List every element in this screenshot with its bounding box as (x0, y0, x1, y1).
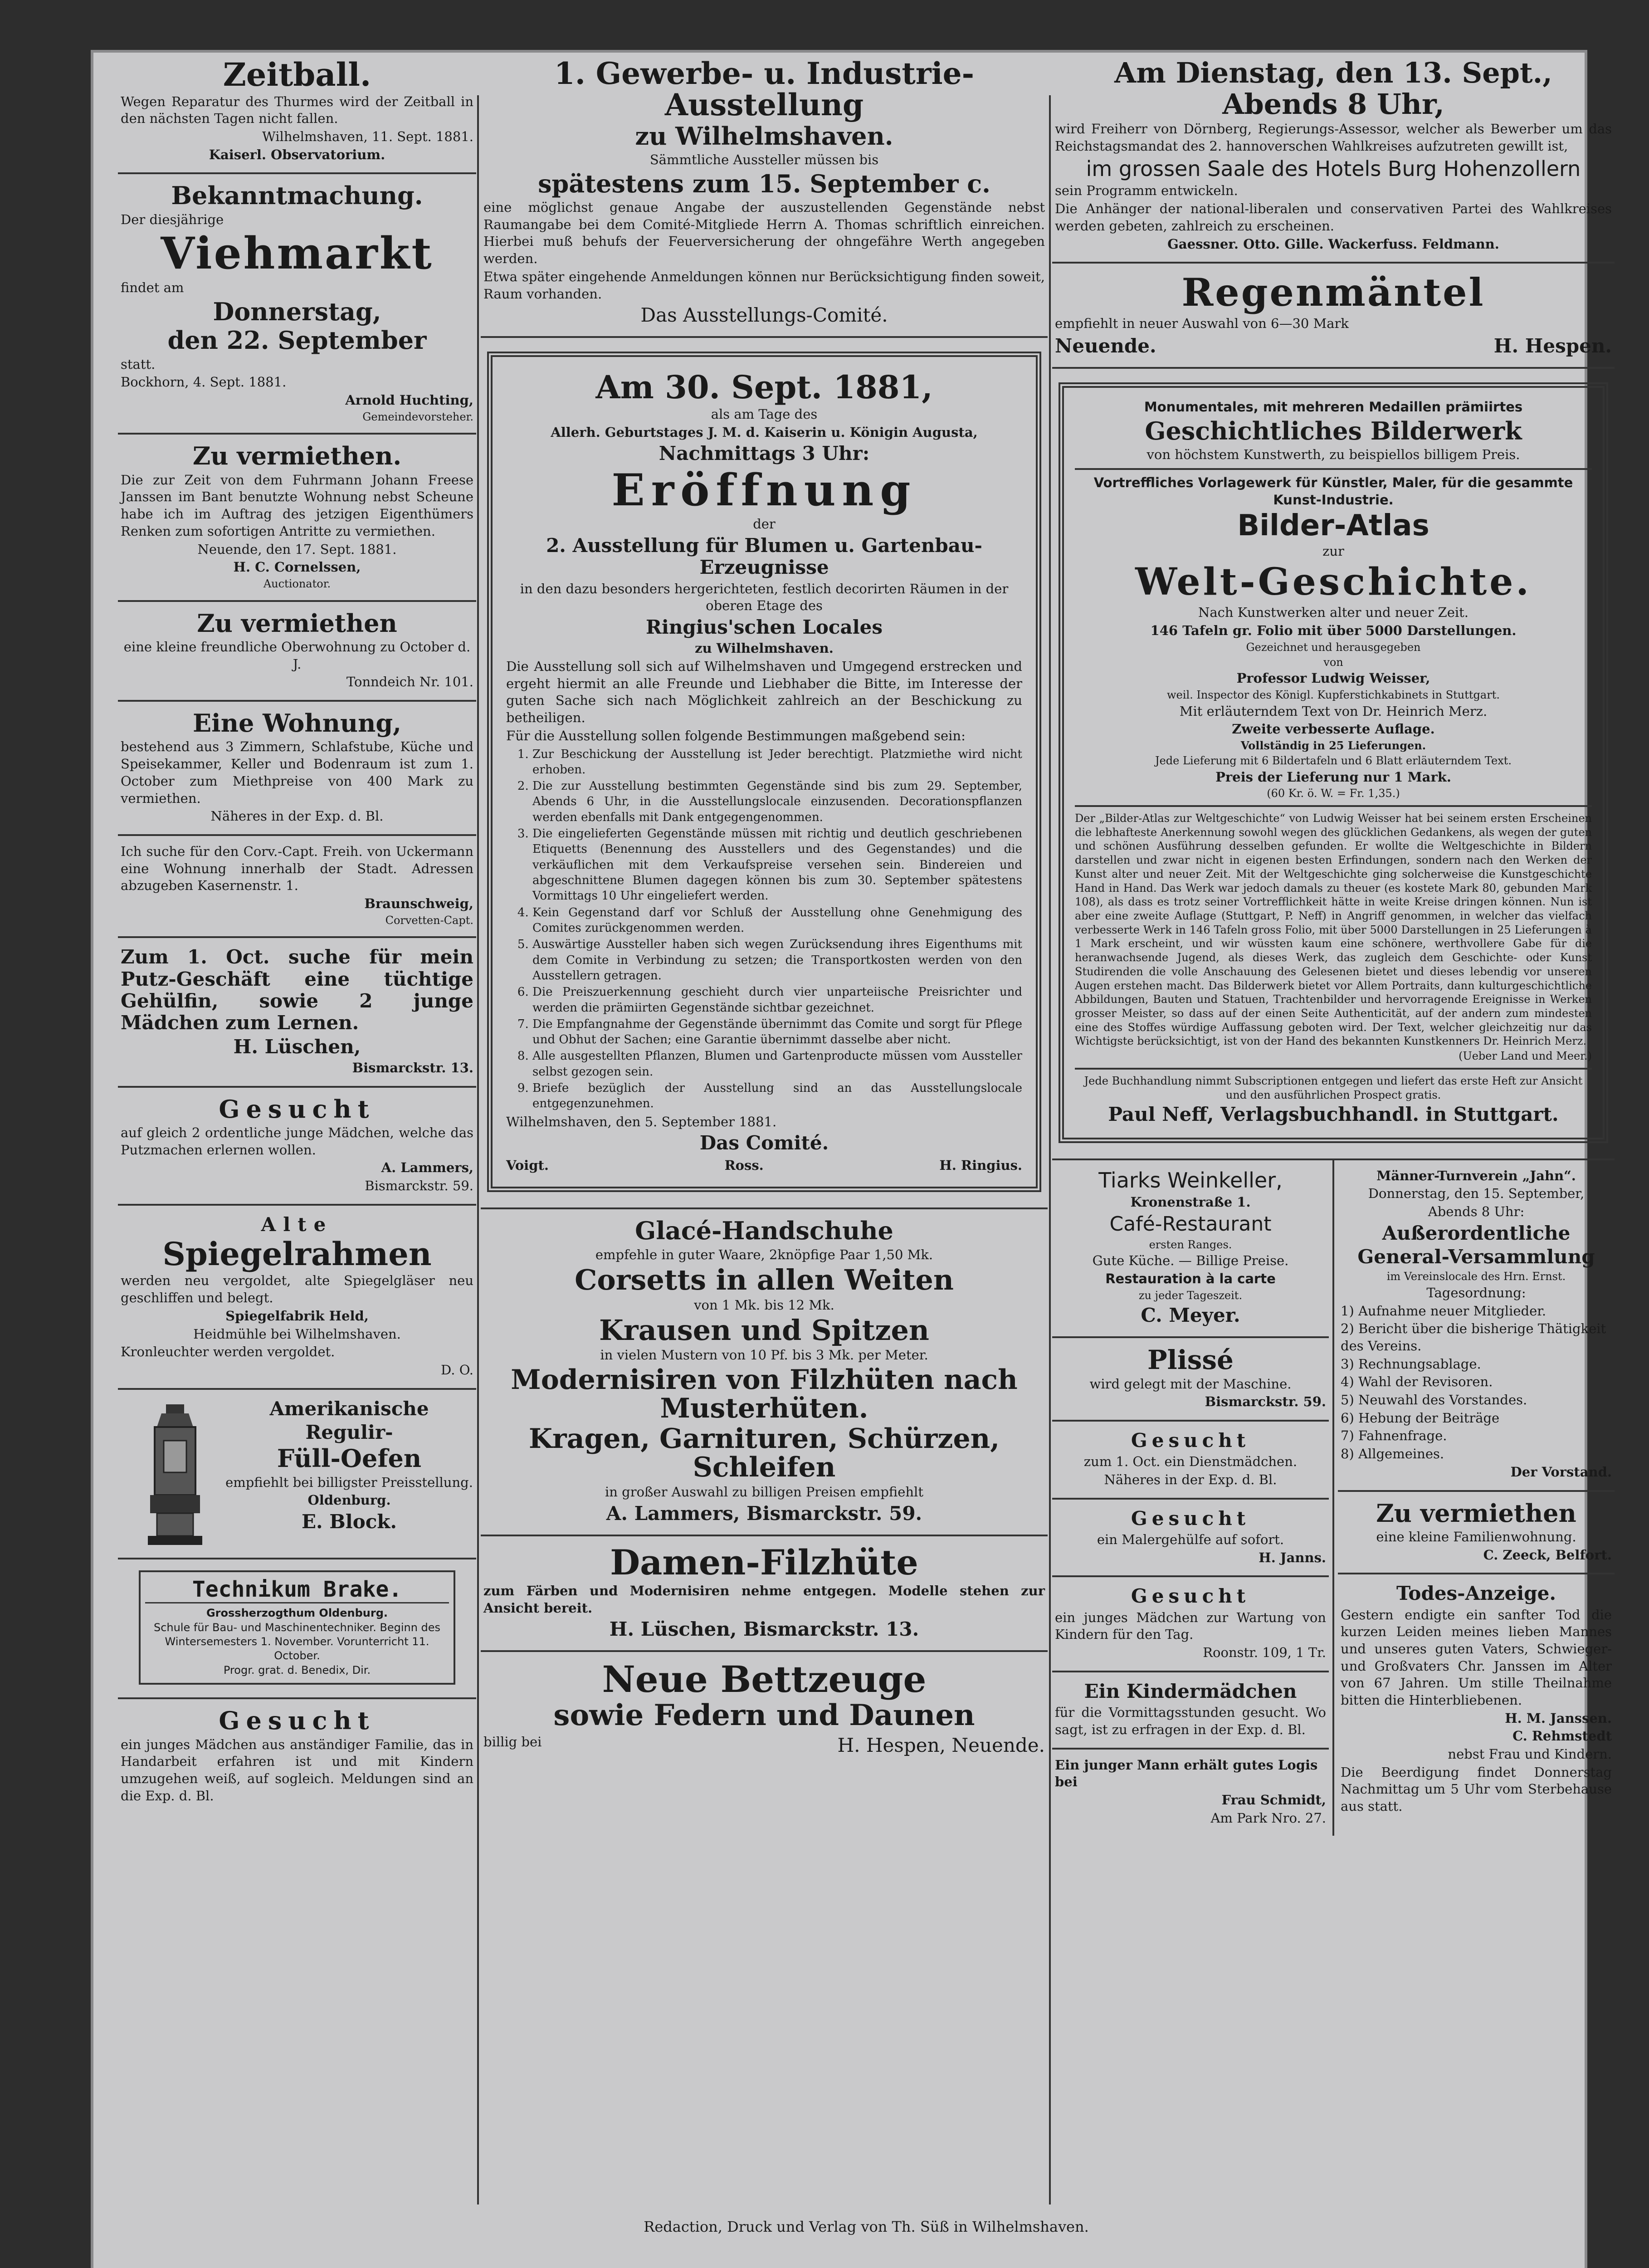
page-footer: Redaction, Druck und Verlag von Th. Süß in Wilhelmshaven. (644, 2218, 1089, 2235)
ad-title: Abends 8 Uhr, (1222, 88, 1444, 121)
ad-intro: Die Ausstellung soll sich auf Wilhelmshaven und Umgegend erstrecken und ergeht hiermit an alle Freunde und Liebhaber die Bitte, im Interesse der guten Sache sich nach Möglichkeit zahlreich an der Beschickung zu betheiligen. (506, 659, 1022, 726)
ad-title: Zu vermiethen (197, 608, 397, 638)
ad-line: Zweite verbesserte Auflage. (1232, 721, 1435, 737)
ad-body: eine kleine freundliche Oberwohnung zu October d. J. (123, 639, 471, 672)
ad-price-2: (60 Kr. ö. W. = Fr. 1,35.) (1267, 787, 1400, 800)
ad-signature: H. Lüschen, Bismarckstr. 13. (609, 1618, 919, 1641)
ad-line: Allerh. Geburtstages J. M. d. Kaiserin u. Königin Augusta, (551, 424, 978, 440)
ad-agenda-title: Tagesordnung: (1426, 1285, 1526, 1300)
ad-regen (1052, 264, 1615, 369)
ad-signature: H. C. Cornelssen, (233, 559, 361, 575)
ad-body: Die zur Zeit von dem Fuhrmann Johann Freese Janssen im Bant benutzte Wohnung nebst Scheune habe ich im Auftrag des jetzigen Eigenthümers Renken zum sofortigen Antritte zu vermiethen. (121, 472, 473, 539)
ad-body: ein junges Mädchen aus anständiger Familie, das in Handarbeit erfahren ist und mit Kindern umzugehen weiß, auf sogleich. Meldungen sind an die Exp. d. Bl. (121, 1736, 473, 1804)
ad-title: Amerikanische (269, 1397, 429, 1420)
ad-line: findet am (121, 280, 184, 296)
ad-signature: H. Ringius. (939, 1157, 1022, 1173)
ad-address: Bismarckstr. 59. (365, 1178, 473, 1193)
ad-gesucht-4 (1052, 1500, 1329, 1578)
ad-title: 1. Gewerbe- u. Industrie-Ausstellung (554, 56, 975, 123)
ad-oefen (118, 1390, 476, 1559)
ad-signature: Voigt. (506, 1157, 549, 1173)
ad-body: wird gelegt mit der Maschine. (1089, 1376, 1292, 1392)
ad-title: Zeitball. (223, 56, 371, 93)
ad-title: Corsetts in allen Weiten (575, 1263, 954, 1297)
ad-line: Nach Kunstwerken alter und neuer Zeit. (1198, 605, 1468, 621)
ad-line: Sämmtliche Aussteller müssen bis (649, 152, 879, 167)
ad-signature-row (1055, 333, 1612, 359)
ad-line: Vollständig in 25 Lieferungen. (1240, 739, 1426, 753)
ad-title: Am Dienstag, den 13. Sept., (1114, 56, 1552, 89)
ad-vermiethen-1 (118, 435, 476, 601)
ad-body: Schule für Bau- und Maschinentechniker. Beginn des Wintersemesters 1. November. Vorunterricht 11. October. (153, 1621, 441, 1662)
ad-subtitle: 2. Ausstellung für Blumen u. Gartenbau-Erzeugnisse (546, 534, 982, 579)
ad-main-title: Füll-Oefen (277, 1444, 422, 1473)
ad-line: Restauration à la carte (1105, 1271, 1276, 1287)
ad-place: Wilhelmshaven, den 5. September 1881. (506, 1114, 777, 1129)
ad-day: Donnerstag, (213, 297, 381, 326)
ad-title: Damen-Filzhüte (610, 1542, 918, 1583)
ad-main-title: Viehmarkt (161, 228, 434, 279)
ad-body: eine kleine Familienwohnung. (1376, 1529, 1576, 1545)
ad-body: werden neu vergoldet, alte Spiegelgläser neu geschliffen und belegt. (121, 1273, 473, 1306)
two-column-section (1052, 1160, 1615, 1836)
divider (1075, 1068, 1592, 1070)
ad-signature: Der Vorstand. (1510, 1464, 1612, 1480)
ad-title: sowie Federn und Daunen (553, 1698, 975, 1733)
ad-line: der (753, 516, 776, 532)
ad-corvette (118, 836, 476, 938)
ad-turnverein (1338, 1160, 1615, 1492)
ad-title: Gesucht (1131, 1585, 1250, 1608)
ad-body: auf gleich 2 ordentliche junge Mädchen, welche das Putzmachen erlernen wollen. (121, 1124, 473, 1158)
ad-body-2: Etwa später eingehende Anmeldungen können nur Berücksichtigung finden soweit, Raum vorhanden. (483, 269, 1045, 302)
ad-plisse (1052, 1338, 1329, 1422)
ad-kindermaedchen (1052, 1672, 1329, 1750)
ad-body: Ein junger Mann erhält gutes Logis bei (1055, 1757, 1318, 1790)
ad-body: zum Färben und Modernisiren nehme entgegen. Modelle stehen zur Ansicht bereit. (483, 1583, 1045, 1616)
list-item: 7. Die Empfangnahme der Gegenstände übernimmt das Comite und sorgt für Pflege und Obhut der Sachen; eine Garantie übernimmt dasselbe aber nicht. (532, 1017, 1022, 1048)
ad-body: Ich suche für den Corv.-Capt. Freih. von Uckermann eine Wohnung innerhalb der Stadt. Adressen abzugeben Kasernenstr. 1. (121, 843, 473, 894)
ornamental-frame (1059, 382, 1608, 1143)
ad-main-title: Welt-Geschichte. (1135, 560, 1532, 604)
list-item: 8. Alle ausgestellten Pflanzen, Blumen und Gartenproducte müssen vom Aussteller selbst gezogen sein. (532, 1048, 1022, 1080)
ad-main-title: Spiegelrahmen (162, 1235, 432, 1273)
ad-line: in vielen Mustern von 10 Pf. bis 3 Mk. per Meter. (600, 1347, 928, 1363)
ad-signature: Das Ausstellungs-Comité. (640, 304, 888, 327)
list-item: 9. Briefe bezüglich der Ausstellung sind an das Ausstellungslocale entgegenzunehmen. (532, 1080, 1022, 1112)
ad-line: billig bei (483, 1734, 542, 1750)
ad-vermiethen-3 (1338, 1492, 1615, 1575)
ad-body: empfiehlt in neuer Auswahl von 6—30 Mark (1055, 316, 1349, 332)
ad-source: (Ueber Land und Meer.) (1459, 1050, 1592, 1063)
ad-signature: C. Rehmstedt (1512, 1728, 1612, 1744)
ad-address: Bismarckstr. 59. (1205, 1394, 1326, 1410)
ad-wohnung (118, 702, 476, 836)
ornamental-frame (487, 352, 1041, 1192)
ad-body: zum 1. Oct. ein Dienstmädchen. (1083, 1454, 1298, 1470)
ad-title: Zu vermiethen. (192, 441, 402, 471)
list-item: 6) Hebung der Beiträge (1341, 1410, 1500, 1426)
ad-footer: Progr. grat. d. Benedix, Dir. (223, 1664, 371, 1677)
ad-signature: H. M. Janssen. (1505, 1710, 1612, 1726)
ad-line: ersten Ranges. (1149, 1238, 1232, 1251)
ad-tiarks (1052, 1160, 1329, 1338)
ad-line: 146 Tafeln gr. Folio mit über 5000 Darstellungen. (1150, 623, 1517, 639)
ad-city: zu Wilhelmshaven. (695, 640, 834, 656)
ad-line: als am Tage des (711, 406, 818, 422)
stove-illustration (130, 1400, 220, 1549)
list-item: 2. Die zur Ausstellung bestimmten Gegenstände sind bis zum 29. September, Abends 6 Uhr, in die Ausstellungslocale einzusenden. Decorationspflanzen werden ebenfalls mit Dank entgegengenommen. (532, 778, 1022, 825)
ad-title: Eine Wohnung, (193, 709, 401, 738)
ad-body: Der „Bilder-Atlas zur Weltgeschichte“ von Ludwig Weisser hat bei seinem ersten Erscheinen die lebhafteste Anerkennung sowohl wegen des glücklichen Gedankens, als wegen der guten und schönen Ausführung desselben gefunden. Er wollte die Weltgeschichte in Bildern darstellen und zwar nicht in eigenen besten Erfindungen, sondern nach den Werken der Kunst alter und neuer Zeit. Mit der Weltgeschichte ging solcherweise die Kunstgeschichte Hand in Hand. Das Werk war jedoch damals zu theuer (es kostete Mark 80, gebunden Mark 108), als dass es trotz seiner Vortrefflichkeit hätte in weite Kreise dringen können. Nun ist aber eine zweite Auflage (Stuttgart, P. Neff) in Angriff genommen, in welcher das vielfach verbesserte Werk in 146 Tafeln gross Folio, mit über 5000 Darstellungen in 25 Lieferungen à 1 Mark erscheint, und wir wüssten kaum eine schönere, werthvollere Gabe für die heranwachsende Jugend, als dieses Werk, das zugleich dem Geschichte- oder Kunst Studirenden die volle Anschauung des Gelesenen bietet und dieses lebendig vor unseren Augen erstehen macht. Das Bilderwerk bietet vor Allem Portraits, dann kulturgeschichtliche Abbildungen, Bauten und Statuen, Trachtenbilder und hervorragende Ereignisse in Werken grosser Meister, so dass auf der einen Seite Authenticität, auf der andern zum mindesten eine des Stoffes würdige Auffassung geboten wird. Der Text, welcher gleichzeitig nur das Wichtigste berücksichtigt, ist von der Hand des bekannten Kunstkenners Dr. Heinrich Merz. (1075, 811, 1592, 1048)
column-rule (477, 95, 479, 2204)
ad-signature: A. Lammers, Bismarckstr. 59. (606, 1502, 922, 1525)
ad-title: Technikum Brake. (145, 1577, 449, 1603)
ad-address: Roonstr. 109, 1 Tr. (1203, 1645, 1326, 1661)
ad-venue: im grossen Saale des Hotels Burg Hohenzollern (1086, 156, 1581, 181)
ad-address: Tonndeich Nr. 101. (346, 674, 473, 690)
ad-zeitball (118, 50, 476, 174)
ad-time: Nachmittags 3 Uhr: (659, 442, 870, 465)
ad-logis (1052, 1750, 1329, 1836)
ad-signature: Kaiserl. Observatorium. (209, 147, 385, 162)
ad-place: Wilhelmshaven, 11. Sept. 1881. (262, 128, 473, 144)
ad-line: statt. (121, 356, 156, 372)
ad-signature: Arnold Huchting, (345, 392, 473, 408)
ad-title: Zu vermiethen (1376, 1498, 1576, 1528)
ad-body: eine möglichst genaue Angabe der auszustellenden Gegenstände nebst Raumangabe bei dem Comité-Mitgliede Herrn A. Thomas schriftlich einreichen. Hierbei muß behufs der Feuerversicherung der ohngefähre Werth angegeben werden. (483, 200, 1045, 267)
ad-address: Kronenstraße 1. (1130, 1194, 1251, 1210)
list-item: 1) Aufnahme neuer Mitglieder. (1341, 1303, 1547, 1319)
ad-line: empfehle in guter Waare, 2knöpfige Paar 1,50 Mk. (595, 1246, 933, 1262)
ad-line: Jede Lieferung mit 6 Bildertafeln und 6 Blatt erläuterndem Text. (1155, 754, 1512, 767)
ad-title: Todes-Anzeige. (1396, 1582, 1556, 1605)
ad-role: Gemeindevorsteher. (362, 410, 473, 423)
ad-spiegel (118, 1206, 476, 1390)
ad-gewerbe (481, 50, 1048, 338)
ad-signature: Ross. (724, 1157, 764, 1173)
ad-date: den 22. September (167, 326, 427, 355)
ad-title: Alte (261, 1213, 333, 1236)
ad-place: Neuende, den 17. Sept. 1881. (197, 541, 397, 557)
ad-title: Modernisiren von Filzhüten nach Musterhüten. (511, 1364, 1018, 1425)
ad-line: zur (1322, 543, 1344, 559)
ad-title: Gesucht (1131, 1507, 1250, 1530)
ad-signature: H. Hespen. (1493, 335, 1612, 357)
ad-location: Neuende. (1055, 335, 1156, 357)
ad-line: von 1 Mk. bis 12 Mk. (694, 1297, 834, 1313)
list-item: 8) Allgemeines. (1341, 1446, 1444, 1462)
column-left (118, 50, 476, 1813)
ad-lammers (481, 1207, 1048, 1536)
ad-line: Gezeichnet und herausgegeben (1246, 640, 1421, 654)
sub-column-left (1052, 1160, 1334, 1836)
ad-body: wird Freiherr von Dörnberg, Regierungs-Assessor, welcher als Bewerber um das Reichstagsmandat des 2. hannoverschen Wahlkreises aufzutreten gewillt ist, (1055, 121, 1612, 154)
ad-body: Gestern endigte ein sanfter Tod die kurzen Leiden meines lieben Mannes und unseres guten Vaters, Schwieger- und Großvaters Chr. Janssen im Alter von 67 Jahren. Um stille Theilnahme bitten die Hinterbliebenen. (1341, 1607, 1612, 1708)
ad-body: für die Vormittagsstunden gesucht. Wo sagt, ist zu erfragen in der Exp. d. Bl. (1055, 1705, 1326, 1737)
ad-role: Auctionator. (263, 577, 331, 590)
ad-gesucht-2 (118, 1699, 476, 1813)
ad-line: von höchstem Kunstwerth, zu beispiellos billigem Preis. (1146, 447, 1520, 463)
ad-title: Gesucht (219, 1094, 376, 1124)
list-item: 5. Auswärtige Aussteller haben sich wegen Zurücksendung ihres Eigenthums mit dem Comite in Verbindung zu setzen; die Transportkosten werden von den Ausstellern getragen. (532, 937, 1022, 983)
list-item: 3. Die eingelieferten Gegenstände müssen mit richtig und deutlich geschriebenen Etiquetts (Benennung des Ausstellers und des Gegenstandes) und die verkäuflichen mit dem Verkaufspreise versehen sein. Bindereien und abgeschnittene Blumen dagegen können bis zum 30. September spätestens Vormittags 10 Uhr eingeliefert werden. (532, 826, 1022, 904)
ad-main-title: Eröffnung (611, 464, 917, 516)
ad-signature: Braunschweig, (364, 895, 473, 911)
ad-signature: A. Lammers, (381, 1160, 473, 1176)
ad-title: Gesucht (219, 1706, 376, 1735)
ad-line: weil. Inspector des Königl. Kupferstichkabinets in Stuttgart. (1167, 688, 1500, 701)
ad-signature: C. Zeeck, Belfort. (1483, 1547, 1612, 1563)
ad-title: Café-Restaurant (1109, 1212, 1272, 1236)
ad-title: Regenmäntel (1181, 270, 1485, 315)
list-item: 6. Die Preiszuerkennung geschieht durch vier unparteiische Preisrichter und werden die prämiirten Gegenstände sichtbar gezeichnet. (532, 984, 1022, 1016)
column-rule (1049, 95, 1051, 2204)
ad-signatures: Gaessner. Otto. Gille. Wackerfuss. Feldmann. (1167, 236, 1499, 252)
ad-bettzeuge (481, 1652, 1048, 1766)
ad-venue: Ringius'schen Locales (645, 616, 883, 639)
list-item: 3) Rechnungsablage. (1341, 1356, 1481, 1372)
ad-todes (1338, 1574, 1615, 1824)
list-item: 5) Neuwahl des Vorstandes. (1341, 1392, 1527, 1408)
ad-body-2: sein Programm entwickeln. (1055, 183, 1238, 199)
ad-title: Außerordentliche (1382, 1222, 1571, 1244)
ad-body: empfiehlt bei billigster Preisstellung. (225, 1474, 473, 1490)
ad-line: Gute Küche. — Billige Preise. (1092, 1253, 1289, 1269)
ad-firm: Spiegelfabrik Held, (225, 1308, 369, 1324)
ad-comite: Das Comité. (699, 1132, 829, 1154)
ad-signature: C. Meyer. (1141, 1304, 1240, 1326)
ad-intro: Der diesjährige (121, 211, 224, 227)
ad-note: Näheres in der Exp. d. Bl. (1104, 1472, 1277, 1488)
ad-title: Bekanntmachung. (171, 181, 423, 210)
list-item: 1. Zur Beschickung der Ausstellung ist Jeder berechtigt. Platzmiethe wird nicht erhoben. (532, 747, 1022, 778)
ad-title: General-Versammlung (1357, 1245, 1595, 1268)
ad-line: von (1323, 655, 1343, 669)
ad-line: in den dazu besonders hergerichteten, festlich decorirten Räumen in der oberen Etage des (520, 581, 1009, 614)
rules-list (506, 747, 1022, 1112)
ad-title: Krausen und Spitzen (599, 1314, 929, 1347)
ad-line: Abends 8 Uhr: (1428, 1203, 1525, 1219)
list-item: 4) Wahl der Revisoren. (1341, 1374, 1493, 1390)
ad-subtitle: zu Wilhelmshaven. (635, 121, 893, 151)
ad-body: bestehend aus 3 Zimmern, Schlafstube, Küche und Speisekammer, Keller und Bodenraum ist zum 1. October zum Miethpreise von 400 Mark zu vermiethen. (121, 739, 473, 806)
ad-signature: nebst Frau und Kindern. (1448, 1746, 1612, 1762)
ad-signature: H. Lüschen, (233, 1035, 361, 1058)
ad-burial: Die Beerdigung findet Donnerstag Nachmittag um 5 Uhr vom Sterbehause aus statt. (1341, 1764, 1612, 1814)
ad-title: Tiarks Weinkeller, (1098, 1168, 1283, 1193)
ad-technikum (118, 1559, 476, 1700)
ad-title: Männer-Turnverein „Jahn“. (1376, 1168, 1576, 1183)
ad-title: Regulir- (305, 1421, 393, 1443)
ad-line: Mit erläuterndem Text von Dr. Heinrich Merz. (1179, 703, 1488, 719)
ad-main-title: Bilder-Atlas (1237, 508, 1429, 543)
ad-line: Monumentales, mit mehreren Medaillen prämiirtes (1144, 399, 1523, 415)
ad-gesucht-3 (1052, 1422, 1329, 1500)
sub-column-right (1334, 1160, 1615, 1836)
ad-eroeffnung (481, 338, 1048, 1207)
ad-line: Jede Buchhandlung nimmt Subscriptionen entgegen und liefert das erste Heft zur Ansicht und den ausführlichen Prospect gratis. (1084, 1074, 1583, 1101)
divider (1075, 468, 1592, 470)
ad-title: Ein Kindermädchen (1084, 1680, 1297, 1702)
ad-signature: Paul Neff, Verlagsbuchhandl. in Stuttgart. (1108, 1103, 1559, 1126)
technikum-box (139, 1570, 455, 1685)
ad-intro-2: Für die Ausstellung sollen folgende Bestimmungen maßgebend sein: (506, 728, 966, 743)
ad-address: Bismarckstr. 13. (352, 1060, 473, 1075)
ad-body: ein junges Mädchen zur Wartung von Kindern für den Tag. (1055, 1609, 1326, 1642)
ad-signature-row (483, 1733, 1045, 1758)
ad-note: Näheres in der Exp. d. Bl. (210, 808, 384, 824)
column-right (1052, 50, 1615, 1836)
ad-line: Vortreffliches Vorlagewerk für Künstler, Maler, für die gesammte Kunst-Industrie. (1093, 475, 1573, 508)
ad-extra: Kronleuchter werden vergoldet. (121, 1344, 335, 1360)
ad-body: Zum 1. Oct. suche für mein Putz-Geschäft eine tüchtige Gehülfin, sowie 2 junge Mädchen zum Lernen. (121, 946, 473, 1034)
ad-body: ein Malergehülfe auf sofort. (1097, 1532, 1284, 1548)
ad-line: zu jeder Tageszeit. (1138, 1289, 1243, 1302)
ad-signature: D. O. (441, 1362, 473, 1378)
column-middle (481, 50, 1048, 1766)
ad-vermiethen-2 (118, 602, 476, 702)
ad-location: Heidmühle bei Wilhelmshaven. (193, 1326, 401, 1342)
ad-deadline: spätestens zum 15. September c. (538, 169, 990, 198)
ad-line: im Vereinslocale des Hrn. Ernst. (1386, 1270, 1566, 1283)
ad-title: Kragen, Garnituren, Schürzen, Schleifen (528, 1423, 1000, 1484)
ad-author: Professor Ludwig Weisser, (1236, 670, 1430, 686)
ad-line: Donnerstag, den 15. September, (1368, 1186, 1585, 1202)
ad-doernberg (1052, 50, 1615, 264)
ad-signature: H. Janns. (1259, 1549, 1326, 1565)
ad-title: Neue Bettzeuge (602, 1658, 927, 1701)
ad-date: Am 30. Sept. 1881, (595, 368, 933, 406)
ad-body-3: Die Anhänger der national-liberalen und conservativen Partei des Wahlkreises werden gebeten, zahlreich zu erscheinen. (1055, 201, 1612, 234)
ad-address: Am Park Nro. 27. (1210, 1810, 1326, 1826)
list-item: 2) Bericht über die bisherige Thätigkeit des Vereins. (1341, 1321, 1606, 1354)
signatures (506, 1156, 1022, 1175)
ad-title: Gesucht (1131, 1429, 1250, 1452)
ad-signature: E. Block. (301, 1510, 397, 1533)
ad-role: Corvetten-Capt. (385, 914, 473, 927)
ad-place: Bockhorn, 4. Sept. 1881. (121, 374, 287, 390)
list-item: 4. Kein Gegenstand darf vor Schluß der Ausstellung ohne Genehmigung des Comites zurückgenommen werden. (532, 905, 1022, 936)
ad-city: Oldenburg. (307, 1492, 391, 1508)
ad-price: Preis der Lieferung nur 1 Mark. (1215, 769, 1451, 785)
list-item: 7) Fahnenfrage. (1341, 1428, 1447, 1444)
ad-title: Plissé (1147, 1344, 1234, 1375)
ad-signature: H. Hespen, Neuende. (837, 1734, 1045, 1756)
ad-putz (118, 938, 476, 1087)
ad-signature: Frau Schmidt, (1221, 1792, 1326, 1808)
ad-body: Wegen Reparatur des Thurmes wird der Zeitball in den nächsten Tagen nicht fallen. (121, 93, 473, 127)
ad-line: in großer Auswahl zu billigen Preisen empfiehlt (605, 1484, 923, 1500)
ad-gesucht-5 (1052, 1577, 1329, 1672)
ad-title: Geschichtliches Bilderwerk (1145, 416, 1522, 446)
ad-viehmarkt (118, 174, 476, 435)
ad-filzhuete (481, 1536, 1048, 1652)
divider (1075, 805, 1592, 807)
ad-title: Glacé-Handschuhe (635, 1216, 893, 1246)
ad-subtitle: Grossherzogthum Oldenburg. (206, 1606, 388, 1619)
ad-atlas (1052, 369, 1615, 1160)
ad-gesucht-1 (118, 1088, 476, 1206)
